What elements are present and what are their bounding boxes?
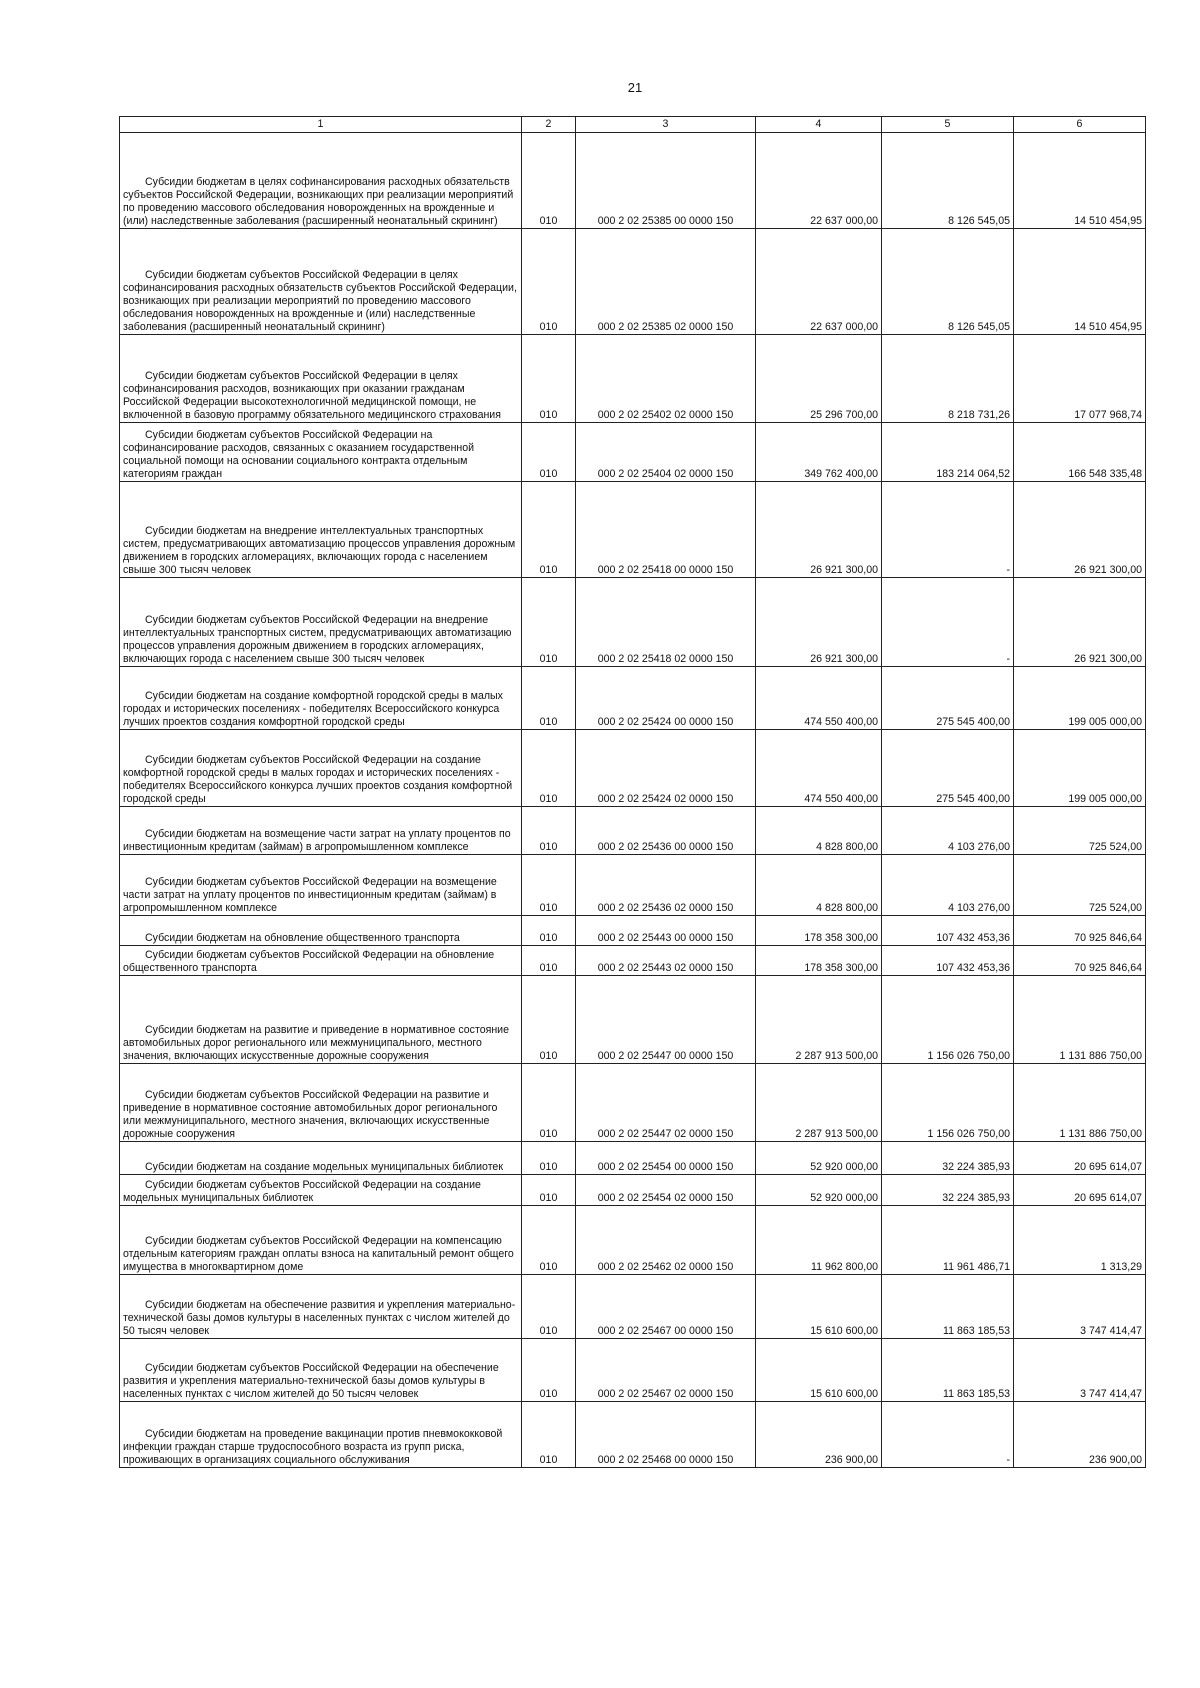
table-body	[120, 133, 1146, 1468]
row-admin-code: 010	[522, 229, 576, 335]
column-header: 6	[1014, 117, 1146, 133]
row-budget-code: 000 2 02 25447 00 0000 150	[576, 976, 756, 1064]
table-row	[120, 1064, 1146, 1142]
row-value-col4: 15 610 600,00	[756, 1339, 882, 1402]
row-value-col6: 1 131 886 750,00	[1014, 976, 1146, 1064]
row-value-col4: 4 828 800,00	[756, 855, 882, 916]
row-admin-code: 010	[522, 1275, 576, 1339]
row-admin-code: 010	[522, 807, 576, 855]
row-description: Субсидии бюджетам на возмещение части затрат на уплату процентов по инвестиционным кредитам (займам) в агропромышленном комплексе	[120, 807, 522, 855]
row-admin-code: 010	[522, 423, 576, 482]
table-row	[120, 855, 1146, 916]
table-row	[120, 482, 1146, 578]
row-value-col5: 275 545 400,00	[882, 730, 1014, 807]
row-value-col5: 1 156 026 750,00	[882, 976, 1014, 1064]
row-value-col4: 178 358 300,00	[756, 916, 882, 946]
row-description: Субсидии бюджетам на обновление общественного транспорта	[120, 916, 522, 946]
row-description: Субсидии бюджетам на создание модельных муниципальных библиотек	[120, 1142, 522, 1175]
row-description: Субсидии бюджетам на обеспечение развития и укрепления материально-технической базы домов культуры в населенных пунктах с числом жителей до 50 тысяч человек	[120, 1275, 522, 1339]
row-value-col5: 4 103 276,00	[882, 807, 1014, 855]
row-value-col6: 20 695 614,07	[1014, 1142, 1146, 1175]
row-admin-code: 010	[522, 1339, 576, 1402]
row-value-col6: 17 077 968,74	[1014, 335, 1146, 423]
row-value-col5: -	[882, 482, 1014, 578]
table-row	[120, 335, 1146, 423]
row-budget-code: 000 2 02 25418 02 0000 150	[576, 578, 756, 667]
row-value-col6: 3 747 414,47	[1014, 1275, 1146, 1339]
row-value-col4: 22 637 000,00	[756, 229, 882, 335]
row-value-col4: 2 287 913 500,00	[756, 976, 882, 1064]
row-value-col4: 52 920 000,00	[756, 1142, 882, 1175]
row-description: Субсидии бюджетам субъектов Российской Федерации на внедрение интеллектуальных транспортных систем, предусматривающих автоматизацию процессов управления дорожным движением в городских агломерациях, включающих города с населением свыше 300 тысяч человек	[120, 578, 522, 667]
row-admin-code: 010	[522, 976, 576, 1064]
row-value-col4: 474 550 400,00	[756, 730, 882, 807]
row-admin-code: 010	[522, 335, 576, 423]
row-admin-code: 010	[522, 855, 576, 916]
row-admin-code: 010	[522, 1142, 576, 1175]
row-description: Субсидии бюджетам субъектов Российской Федерации на обновление общественного транспорта	[120, 946, 522, 976]
row-value-col5: 8 218 731,26	[882, 335, 1014, 423]
row-value-col6: 70 925 846,64	[1014, 946, 1146, 976]
row-value-col5: 107 432 453,36	[882, 916, 1014, 946]
column-header: 3	[576, 117, 756, 133]
row-budget-code: 000 2 02 25424 02 0000 150	[576, 730, 756, 807]
row-admin-code: 010	[522, 916, 576, 946]
row-value-col4: 26 921 300,00	[756, 578, 882, 667]
table-row	[120, 1402, 1146, 1468]
table-row	[120, 1142, 1146, 1175]
row-value-col5: 8 126 545,05	[882, 229, 1014, 335]
row-admin-code: 010	[522, 1206, 576, 1275]
table-row	[120, 1206, 1146, 1275]
row-admin-code: 010	[522, 482, 576, 578]
row-admin-code: 010	[522, 667, 576, 730]
row-description: Субсидии бюджетам субъектов Российской Федерации на обеспечение развития и укрепления материально-технической базы домов культуры в населенных пунктах с числом жителей до 50 тысяч человек	[120, 1339, 522, 1402]
row-value-col6: 14 510 454,95	[1014, 133, 1146, 229]
row-value-col6: 1 313,29	[1014, 1206, 1146, 1275]
row-description: Субсидии бюджетам субъектов Российской Федерации на создание модельных муниципальных библиотек	[120, 1175, 522, 1206]
row-value-col6: 236 900,00	[1014, 1402, 1146, 1468]
row-budget-code: 000 2 02 25443 02 0000 150	[576, 946, 756, 976]
row-value-col5: 8 126 545,05	[882, 133, 1014, 229]
row-value-col6: 14 510 454,95	[1014, 229, 1146, 335]
row-budget-code: 000 2 02 25468 00 0000 150	[576, 1402, 756, 1468]
row-value-col5: 11 863 185,53	[882, 1275, 1014, 1339]
row-budget-code: 000 2 02 25385 00 0000 150	[576, 133, 756, 229]
row-admin-code: 010	[522, 730, 576, 807]
row-budget-code: 000 2 02 25424 00 0000 150	[576, 667, 756, 730]
row-admin-code: 010	[522, 1402, 576, 1468]
row-description: Субсидии бюджетам субъектов Российской Федерации в целях софинансирования расходов, возникающих при оказании гражданам Российской Федерации высокотехнологичной медицинской помощи, не включенной в базовую программу обязательного медицинского страхования	[120, 335, 522, 423]
column-header: 4	[756, 117, 882, 133]
row-value-col5: 32 224 385,93	[882, 1142, 1014, 1175]
row-budget-code: 000 2 02 25454 02 0000 150	[576, 1175, 756, 1206]
row-budget-code: 000 2 02 25404 02 0000 150	[576, 423, 756, 482]
row-description: Субсидии бюджетам субъектов Российской Федерации на создание комфортной городской среды в малых городах и исторических поселениях - победителях Всероссийского конкурса лучших проектов создания комфортной городской среды	[120, 730, 522, 807]
header-row	[120, 117, 1146, 133]
row-budget-code: 000 2 02 25436 02 0000 150	[576, 855, 756, 916]
row-value-col4: 4 828 800,00	[756, 807, 882, 855]
table-row	[120, 730, 1146, 807]
row-value-col5: 107 432 453,36	[882, 946, 1014, 976]
row-admin-code: 010	[522, 578, 576, 667]
row-value-col6: 26 921 300,00	[1014, 578, 1146, 667]
column-header: 5	[882, 117, 1014, 133]
table-row	[120, 1339, 1146, 1402]
row-value-col5: 11 961 486,71	[882, 1206, 1014, 1275]
row-budget-code: 000 2 02 25418 00 0000 150	[576, 482, 756, 578]
row-value-col4: 52 920 000,00	[756, 1175, 882, 1206]
row-value-col6: 70 925 846,64	[1014, 916, 1146, 946]
row-value-col5: 183 214 064,52	[882, 423, 1014, 482]
row-budget-code: 000 2 02 25436 00 0000 150	[576, 807, 756, 855]
row-description: Субсидии бюджетам субъектов Российской Федерации на софинансирование расходов, связанных с оказанием государственной социальной помощи на основании социального контракта отдельным категориям граждан	[120, 423, 522, 482]
table-row	[120, 807, 1146, 855]
row-value-col5: 32 224 385,93	[882, 1175, 1014, 1206]
row-value-col4: 11 962 800,00	[756, 1206, 882, 1275]
row-description: Субсидии бюджетам субъектов Российской Федерации в целях софинансирования расходных обязательств субъектов Российской Федерации, возникающих при реализации мероприятий по проведению массового обследования новорожденных на врожденные и (или) наследственные заболевания (расширенный неонатальный скрининг)	[120, 229, 522, 335]
row-value-col4: 25 296 700,00	[756, 335, 882, 423]
column-header: 1	[120, 117, 522, 133]
row-value-col6: 26 921 300,00	[1014, 482, 1146, 578]
row-budget-code: 000 2 02 25467 00 0000 150	[576, 1275, 756, 1339]
row-value-col4: 26 921 300,00	[756, 482, 882, 578]
row-value-col4: 178 358 300,00	[756, 946, 882, 976]
row-description: Субсидии бюджетам на развитие и приведение в нормативное состояние автомобильных дорог регионального или межмуниципального, местного значения, включающих искусственные дорожные сооружения	[120, 976, 522, 1064]
table-row	[120, 229, 1146, 335]
table-row	[120, 133, 1146, 229]
row-admin-code: 010	[522, 946, 576, 976]
table-row	[120, 976, 1146, 1064]
row-budget-code: 000 2 02 25462 02 0000 150	[576, 1206, 756, 1275]
row-description: Субсидии бюджетам субъектов Российской Федерации на возмещение части затрат на уплату процентов по инвестиционным кредитам (займам) в агропромышленном комплексе	[120, 855, 522, 916]
budget-table	[119, 116, 1146, 1468]
row-value-col6: 725 524,00	[1014, 855, 1146, 916]
table-row	[120, 946, 1146, 976]
row-description: Субсидии бюджетам в целях софинансирования расходных обязательств субъектов Российской Федерации, возникающих при реализации мероприятий по проведению массового обследования новорожденных на врожденные и (или) наследственные заболевания (расширенный неонатальный скрининг)	[120, 133, 522, 229]
table-row	[120, 1175, 1146, 1206]
table-row	[120, 916, 1146, 946]
row-value-col6: 725 524,00	[1014, 807, 1146, 855]
row-admin-code: 010	[522, 1064, 576, 1142]
row-value-col5: 275 545 400,00	[882, 667, 1014, 730]
row-value-col4: 349 762 400,00	[756, 423, 882, 482]
row-admin-code: 010	[522, 1175, 576, 1206]
table-row	[120, 1275, 1146, 1339]
row-description: Субсидии бюджетам на создание комфортной городской среды в малых городах и исторических поселениях - победителях Всероссийского конкурса лучших проектов создания комфортной городской среды	[120, 667, 522, 730]
row-budget-code: 000 2 02 25385 02 0000 150	[576, 229, 756, 335]
column-header: 2	[522, 117, 576, 133]
row-value-col6: 199 005 000,00	[1014, 667, 1146, 730]
row-budget-code: 000 2 02 25447 02 0000 150	[576, 1064, 756, 1142]
row-description: Субсидии бюджетам субъектов Российской Федерации на компенсацию отдельным категориям граждан оплаты взноса на капитальный ремонт общего имущества в многоквартирном доме	[120, 1206, 522, 1275]
row-value-col5: 11 863 185,53	[882, 1339, 1014, 1402]
row-budget-code: 000 2 02 25454 00 0000 150	[576, 1142, 756, 1175]
row-value-col5: -	[882, 1402, 1014, 1468]
page-number: 21	[627, 80, 643, 95]
row-value-col4: 474 550 400,00	[756, 667, 882, 730]
row-value-col4: 15 610 600,00	[756, 1275, 882, 1339]
row-value-col4: 236 900,00	[756, 1402, 882, 1468]
row-value-col4: 2 287 913 500,00	[756, 1064, 882, 1142]
row-value-col6: 1 131 886 750,00	[1014, 1064, 1146, 1142]
table-row	[120, 423, 1146, 482]
row-description: Субсидии бюджетам на проведение вакцинации против пневмококковой инфекции граждан старше трудоспособного возраста из групп риска, проживающих в организациях социального обслуживания	[120, 1402, 522, 1468]
row-value-col6: 3 747 414,47	[1014, 1339, 1146, 1402]
row-description: Субсидии бюджетам субъектов Российской Федерации на развитие и приведение в нормативное состояние автомобильных дорог регионального или межмуниципального, местного значения, включающих искусственные дорожные сооружения	[120, 1064, 522, 1142]
row-value-col5: 1 156 026 750,00	[882, 1064, 1014, 1142]
row-value-col5: 4 103 276,00	[882, 855, 1014, 916]
row-budget-code: 000 2 02 25467 02 0000 150	[576, 1339, 756, 1402]
row-value-col6: 199 005 000,00	[1014, 730, 1146, 807]
table-row	[120, 667, 1146, 730]
row-budget-code: 000 2 02 25402 02 0000 150	[576, 335, 756, 423]
table-row	[120, 578, 1146, 667]
row-value-col4: 22 637 000,00	[756, 133, 882, 229]
row-value-col5: -	[882, 578, 1014, 667]
row-budget-code: 000 2 02 25443 00 0000 150	[576, 916, 756, 946]
row-value-col6: 166 548 335,48	[1014, 423, 1146, 482]
row-description: Субсидии бюджетам на внедрение интеллектуальных транспортных систем, предусматривающих автоматизацию процессов управления дорожным движением в городских агломерациях, включающих города с населением свыше 300 тысяч человек	[120, 482, 522, 578]
row-admin-code: 010	[522, 133, 576, 229]
row-value-col6: 20 695 614,07	[1014, 1175, 1146, 1206]
